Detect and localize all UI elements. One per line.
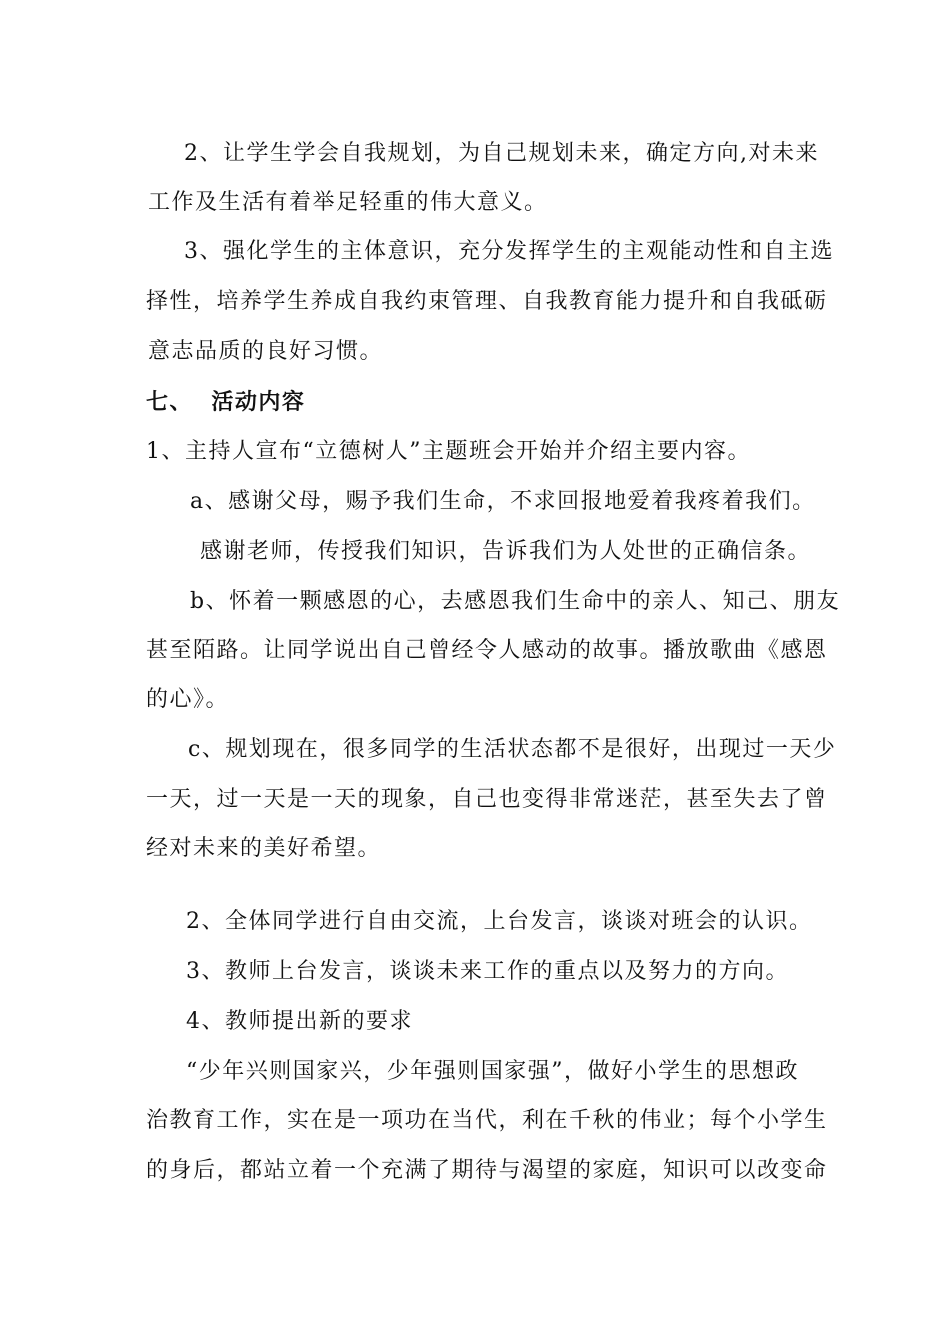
paragraph-line: 的心》。 xyxy=(146,687,230,712)
paragraph-line: b、怀着一颗感恩的心，去感恩我们生命中的亲人、知己、朋友 xyxy=(190,589,841,614)
paragraph-line: 经对未来的美好希望。 xyxy=(146,836,382,861)
paragraph-line: 意志品质的良好习惯。 xyxy=(148,339,384,364)
paragraph-line: a、感谢父母，赐予我们生命，不求回报地爱着我疼着我们。 xyxy=(190,489,816,514)
paragraph-line: 工作及生活有着举足轻重的伟大意义。 xyxy=(148,190,548,215)
section-heading: 七、 活动内容 xyxy=(146,389,306,415)
paragraph-line: “少年兴则国家兴，少年强则国家强”，做好小学生的思想政 xyxy=(186,1059,799,1084)
paragraph-line: 甚至陌路。让同学说出自己曾经令人感动的故事。播放歌曲《感恩 xyxy=(146,638,828,663)
paragraph-line: 2、让学生学会自我规划，为自己规划未来，确定方向,对未来 xyxy=(184,141,819,166)
paragraph-line: 择性，培养学生养成自我约束管理、自我教育能力提升和自我砥砺 xyxy=(146,289,828,314)
paragraph-line: 1、主持人宣布“立德树人”主题班会开始并介绍主要内容。 xyxy=(146,439,751,464)
paragraph-line: 3、强化学生的主体意识，充分发挥学生的主观能动性和自主选 xyxy=(184,239,834,264)
paragraph-line: 的身后，都站立着一个充满了期待与渴望的家庭，知识可以改变命 xyxy=(146,1158,828,1183)
paragraph-line: c、规划现在，很多同学的生活状态都不是很好，出现过一天少 xyxy=(188,737,837,762)
paragraph-line: 4、教师提出新的要求 xyxy=(186,1009,413,1034)
paragraph-line: 一天，过一天是一天的现象，自己也变得非常迷茫，甚至失去了曾 xyxy=(146,787,828,812)
paragraph-line: 3、教师上台发言，谈谈未来工作的重点以及努力的方向。 xyxy=(186,959,789,984)
paragraph-line: 感谢老师，传授我们知识，告诉我们为人处世的正确信条。 xyxy=(200,539,812,564)
paragraph-line: 2、全体同学进行自由交流，上台发言，谈谈对班会的认识。 xyxy=(186,909,813,934)
paragraph-line: 治教育工作，实在是一项功在当代，利在千秋的伟业；每个小学生 xyxy=(146,1108,828,1133)
